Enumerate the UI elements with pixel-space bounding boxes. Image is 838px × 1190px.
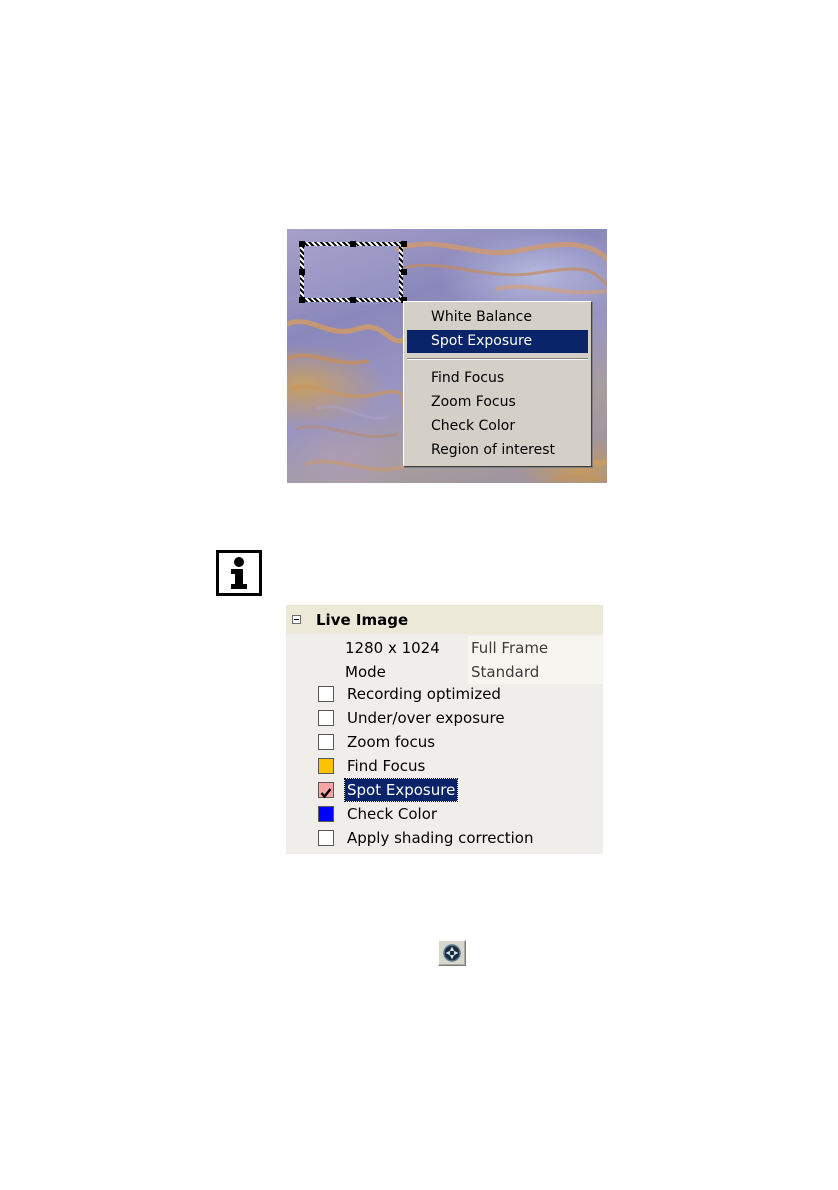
checkbox[interactable] xyxy=(318,710,334,726)
checkbox[interactable] xyxy=(318,734,334,750)
resize-handle[interactable] xyxy=(401,269,407,275)
option-find-focus[interactable] xyxy=(286,754,603,778)
option-label: Find Focus xyxy=(347,757,426,775)
option-spot-exposure[interactable] xyxy=(286,778,603,802)
option-label: Spot Exposure xyxy=(347,781,456,799)
resize-handle[interactable] xyxy=(350,297,356,303)
menu-item-zoom-focus[interactable]: Zoom Focus xyxy=(431,394,516,410)
property-key: 1280 x 1024 xyxy=(345,639,440,657)
property-key: Mode xyxy=(345,663,386,681)
resize-handle[interactable] xyxy=(350,241,356,247)
menu-item-find-focus[interactable]: Find Focus xyxy=(431,370,505,386)
option-under-over-exposure[interactable] xyxy=(286,706,603,730)
spot-exposure-icon xyxy=(439,941,465,965)
checkbox[interactable] xyxy=(318,806,334,822)
checkbox[interactable] xyxy=(318,830,334,846)
info-icon xyxy=(216,550,262,596)
property-value[interactable]: Standard xyxy=(468,660,603,684)
option-recording-optimized[interactable] xyxy=(286,682,603,706)
panel-header xyxy=(286,605,603,634)
spot-exposure-button[interactable] xyxy=(438,940,466,966)
panel-title: Live Image xyxy=(316,611,409,629)
property-row-mode xyxy=(286,660,603,684)
property-row-resolution xyxy=(286,636,603,660)
option-label: Apply shading correction xyxy=(347,829,534,847)
option-label: Recording optimized xyxy=(347,685,501,703)
context-menu xyxy=(403,301,592,467)
live-image-panel xyxy=(286,605,603,854)
option-check-color[interactable] xyxy=(286,802,603,826)
checkmark-icon xyxy=(319,786,333,800)
checkbox[interactable] xyxy=(318,782,334,798)
resize-handle[interactable] xyxy=(299,297,305,303)
resize-handle[interactable] xyxy=(401,241,407,247)
checkbox[interactable] xyxy=(318,686,334,702)
checkbox[interactable] xyxy=(318,758,334,774)
option-zoom-focus[interactable] xyxy=(286,730,603,754)
live-image-view[interactable] xyxy=(287,229,607,483)
resize-handle[interactable] xyxy=(299,241,305,247)
roi-selection-box[interactable] xyxy=(300,242,403,302)
option-apply-shading-correction[interactable] xyxy=(286,826,603,850)
menu-item-spot-exposure[interactable]: Spot Exposure xyxy=(407,330,588,353)
resize-handle[interactable] xyxy=(299,269,305,275)
menu-item-white-balance[interactable]: White Balance xyxy=(431,309,532,325)
menu-item-check-color[interactable]: Check Color xyxy=(431,418,516,434)
option-label: Zoom focus xyxy=(347,733,436,751)
option-label: Check Color xyxy=(347,805,438,823)
option-label: Under/over exposure xyxy=(347,709,505,727)
menu-separator xyxy=(407,358,588,360)
menu-item-region-of-interest[interactable]: Region of interest xyxy=(431,442,556,458)
minus-icon[interactable] xyxy=(292,615,301,624)
property-value[interactable]: Full Frame xyxy=(468,636,603,660)
